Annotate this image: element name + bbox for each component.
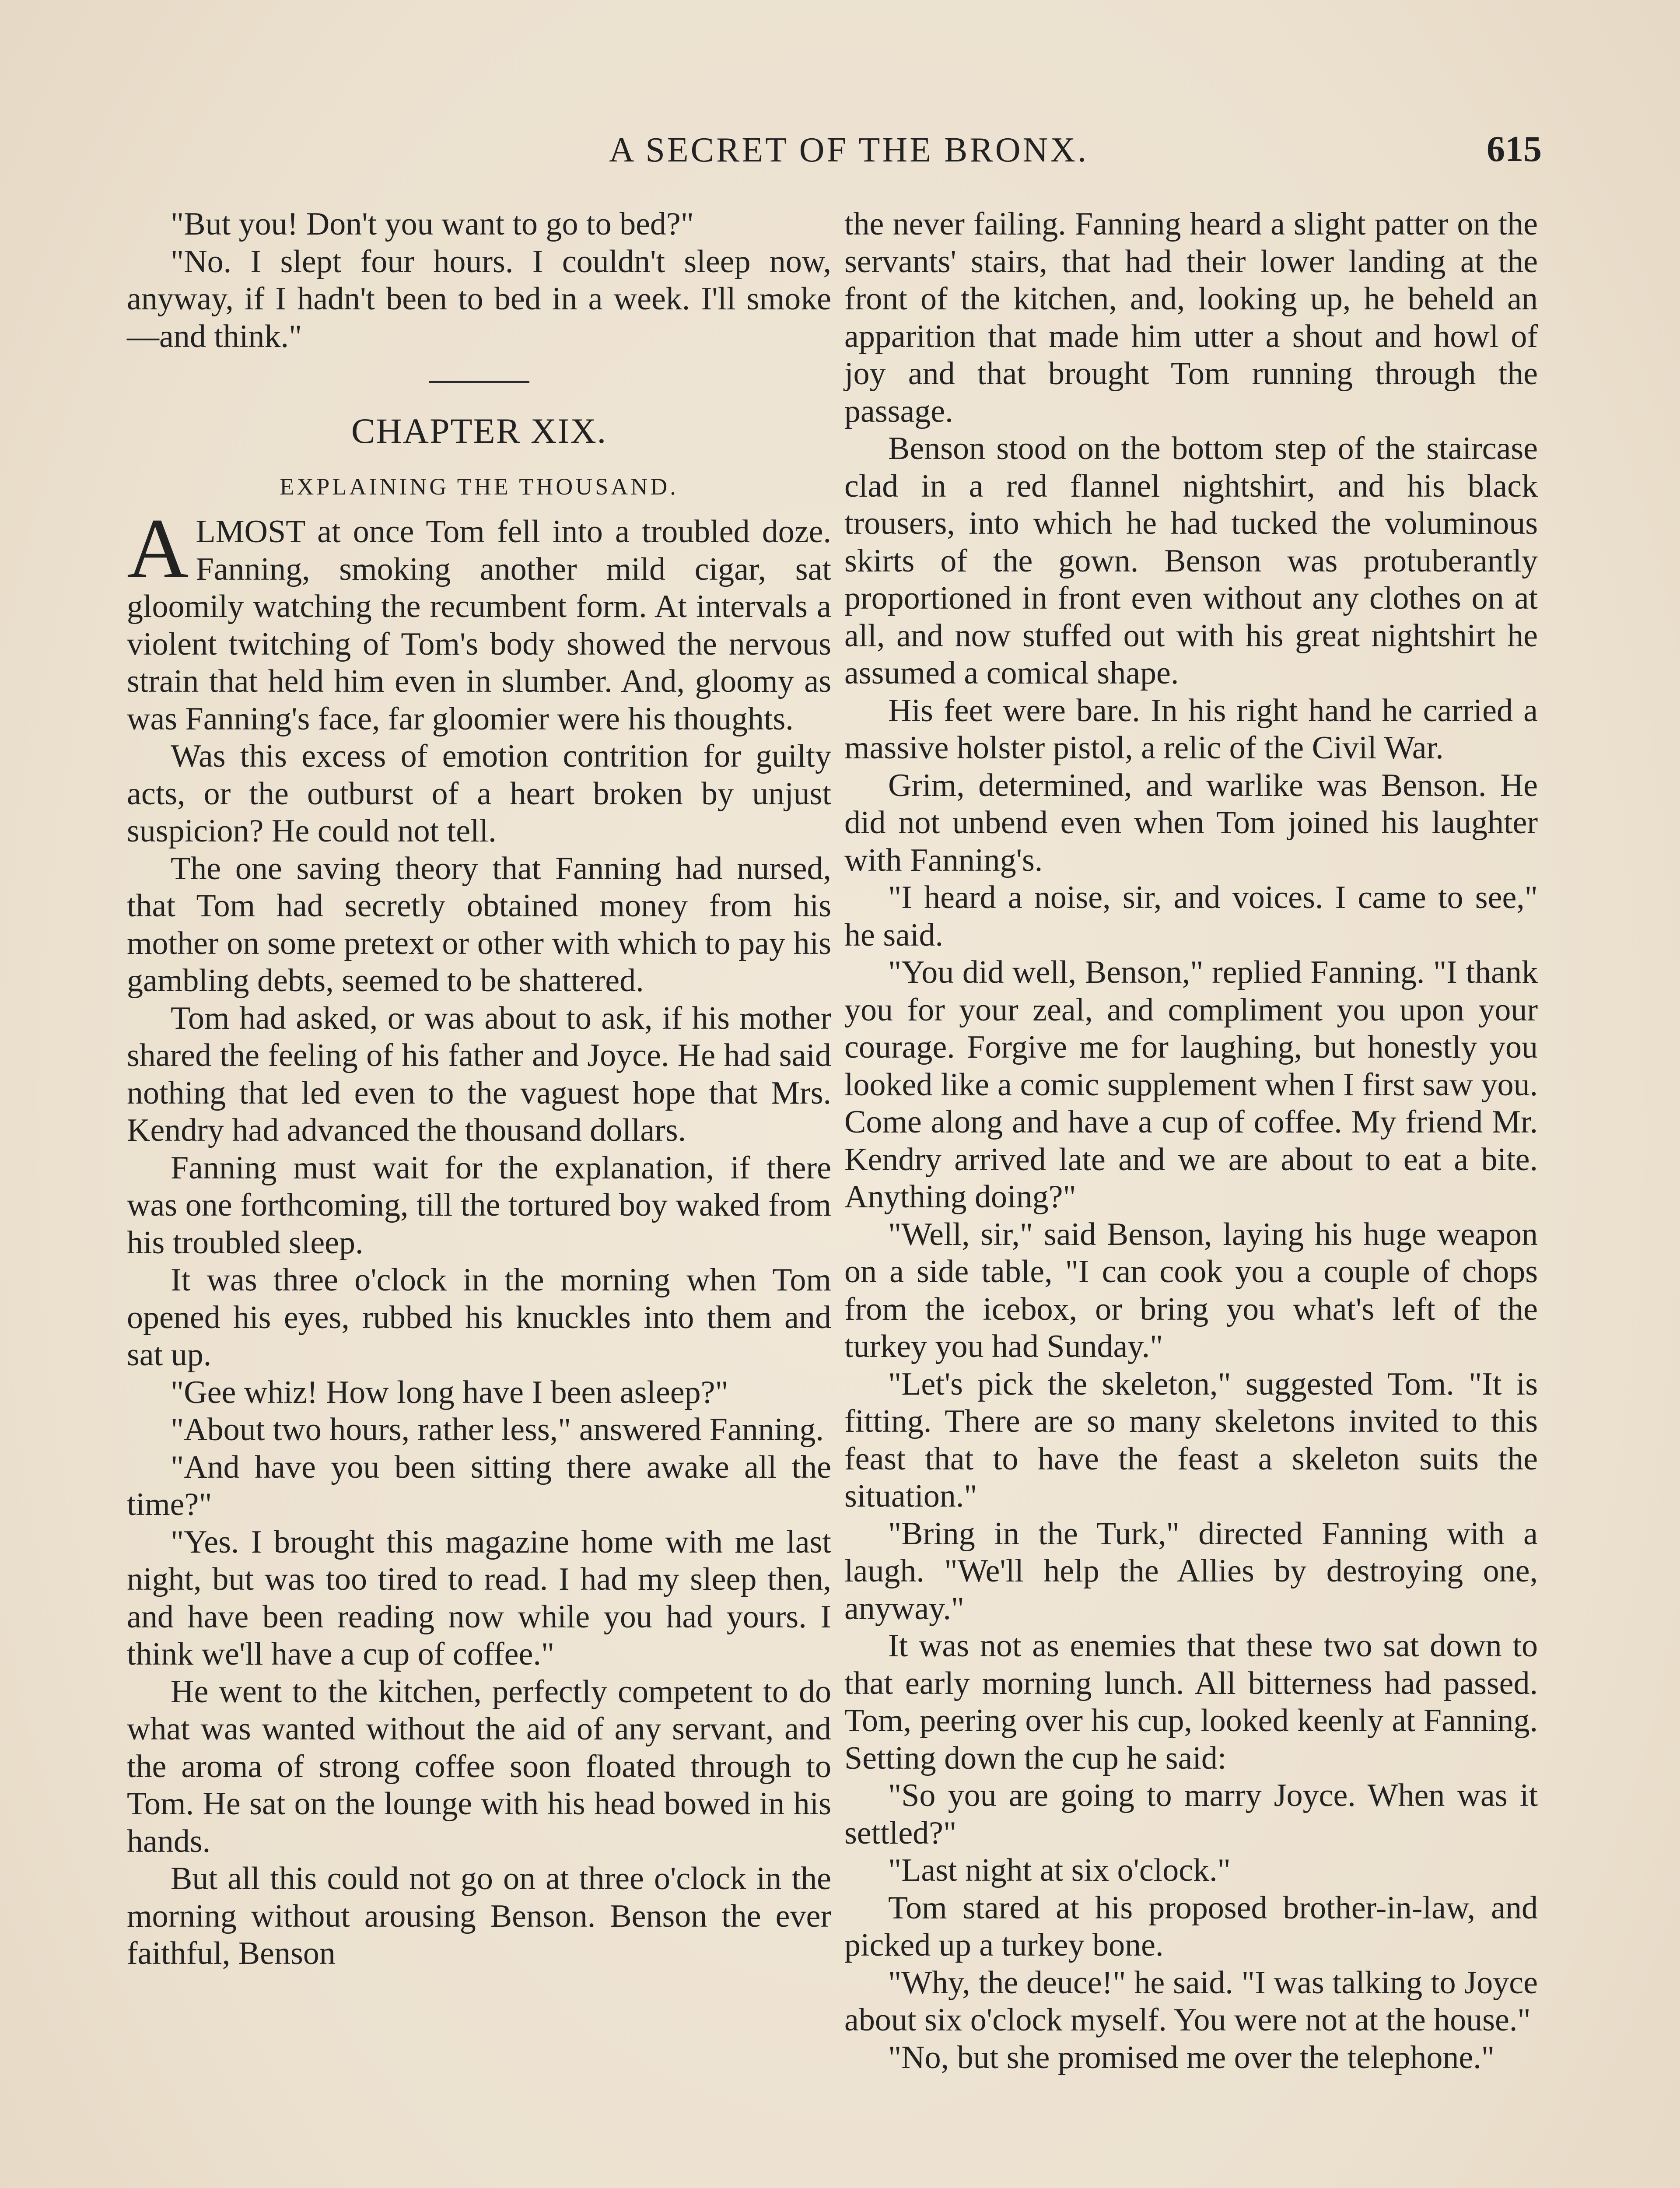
paragraph: Tom had asked, or was about to ask, if his mother shared the feeling of his father and Joyce. He had said nothing that led even to the vaguest hope that Mrs. Kendry had advanced the thousand dollars.: [127, 1000, 831, 1148]
paragraph: But all this could not go on at three o'clock in the morning without arousing Benson. Benson the ever faithful, Benson: [127, 1861, 831, 1971]
paragraph: Fanning must wait for the explanation, if there was one forthcoming, till the tortured boy waked from his troubled sleep.: [127, 1150, 831, 1261]
paragraph: the never failing. Fanning heard a slight patter on the servants' stairs, that had their lower landing at the front of the kitchen, and, looking up, he beheld an apparition that made him utter a shout and howl of joy and that brought Tom running through the passage.: [844, 206, 1538, 429]
paragraph: "Why, the deuce!" he said. "I was talking to Joyce about six o'clock myself. You were not at the house.": [844, 1964, 1538, 2038]
section-divider: [429, 381, 529, 383]
paragraph: It was not as enemies that these two sat down to that early morning lunch. All bitterness had passed. Tom, peering over his cup, looked keenly at Fanning. Setting down the cup he said:: [844, 1628, 1538, 1776]
paragraph: "Bring in the Turk," directed Fanning with a laugh. "We'll help the Allies by destroying one, anyway.": [844, 1515, 1538, 1627]
left-column: [127, 206, 831, 1973]
paragraph: The one saving theory that Fanning had nursed, that Tom had secretly obtained money from his mother on some pretext or other with which to pay his gambling debts, seemed to be shattered.: [127, 850, 831, 999]
chapter-subtitle: EXPLAINING THE THOUSAND.: [280, 473, 679, 500]
paragraph: "You did well, Benson," replied Fanning. "I thank you for your zeal, and compliment you upon your courage. Forgive me for laughing, but honestly you looked like a comic supplement when I first saw you. Come along and have a cup of coffee. My friend Mr. Kendry arrived late and we are about to eat a bite. Anything doing?": [844, 954, 1538, 1215]
opening-paragraph: [127, 501, 831, 738]
page-number: 615: [1487, 129, 1542, 169]
paragraph: "Gee whiz! How long have I been asleep?": [171, 1374, 728, 1410]
opening-paragraph-text: LMOST at once Tom fell into a troubled doze. Fanning, smoking another mild cigar, sat gloomily watching the recumbent form. At intervals a violent twitching of Tom's body showed the nervous strain that held him even in slumber. And, gloomy as was Fanning's face, far gloomier were his thoughts.: [127, 514, 831, 737]
chapter-title: CHAPTER XIX.: [351, 411, 607, 451]
paragraph: It was three o'clock in the morning when Tom opened his eyes, rubbed his knuckles into them and sat up.: [127, 1262, 831, 1373]
paragraph: "About two hours, rather less," answered Fanning.: [171, 1412, 824, 1448]
paragraph: "And have you been sitting there awake all the time?": [127, 1449, 831, 1522]
paragraph: "Last night at six o'clock.": [888, 1852, 1231, 1888]
running-title: A SECRET OF THE BRONX.: [609, 131, 1089, 169]
paragraph: "Well, sir," said Benson, laying his huge weapon on a side table, "I can cook you a couple of chops from the icebox, or bring you what's left of the turkey you had Sunday.": [844, 1216, 1538, 1364]
drop-cap: A: [127, 501, 189, 596]
paragraph: "But you! Don't you want to go to bed?": [171, 206, 694, 242]
paragraph: "No, but she promised me over the telephone.": [888, 2039, 1494, 2076]
right-column: [844, 206, 1538, 2076]
paragraph: "I heard a noise, sir, and voices. I came to see," he said.: [844, 880, 1538, 953]
paragraph: Was this excess of emotion contrition for guilty acts, or the outburst of a heart broken by unjust suspicion? He could not tell.: [127, 738, 831, 849]
paragraph: Tom stared at his proposed brother-in-law, and picked up a turkey bone.: [844, 1890, 1538, 1963]
paragraph: "Yes. I brought this magazine home with me last night, but was too tired to read. I had my sleep then, and have been reading now while you had yours. I think we'll have a cup of coffee.": [127, 1524, 831, 1672]
paragraph: His feet were bare. In his right hand he carried a massive holster pistol, a relic of the Civil War.: [844, 692, 1538, 766]
paragraph: "No. I slept four hours. I couldn't sleep now, anyway, if I hadn't been to bed in a week. I'll smoke—and think.": [127, 243, 831, 354]
running-head: [0, 130, 1680, 170]
paragraph: He went to the kitchen, perfectly competent to do what was wanted without the aid of any servant, and the aroma of strong coffee soon floated through to Tom. He sat on the lounge with his head bowed in his hands.: [127, 1673, 831, 1859]
paragraph: "Let's pick the skeleton," suggested Tom. "It is fitting. There are so many skeletons invited to this feast that to have the feast a skeleton suits the situation.": [844, 1366, 1538, 1514]
paragraph: Benson stood on the bottom step of the staircase clad in a red flannel nightshirt, and his black trousers, into which he had tucked the voluminous skirts of the gown. Benson was protuberantly proportioned in front even without any clothes on at all, and now stuffed out with his great nightshirt he assumed a comical shape.: [844, 431, 1538, 691]
paragraph: "So you are going to marry Joyce. When was it settled?": [844, 1778, 1538, 1851]
paragraph: Grim, determined, and warlike was Benson. He did not unbend even when Tom joined his laughter with Fanning's.: [844, 767, 1538, 878]
